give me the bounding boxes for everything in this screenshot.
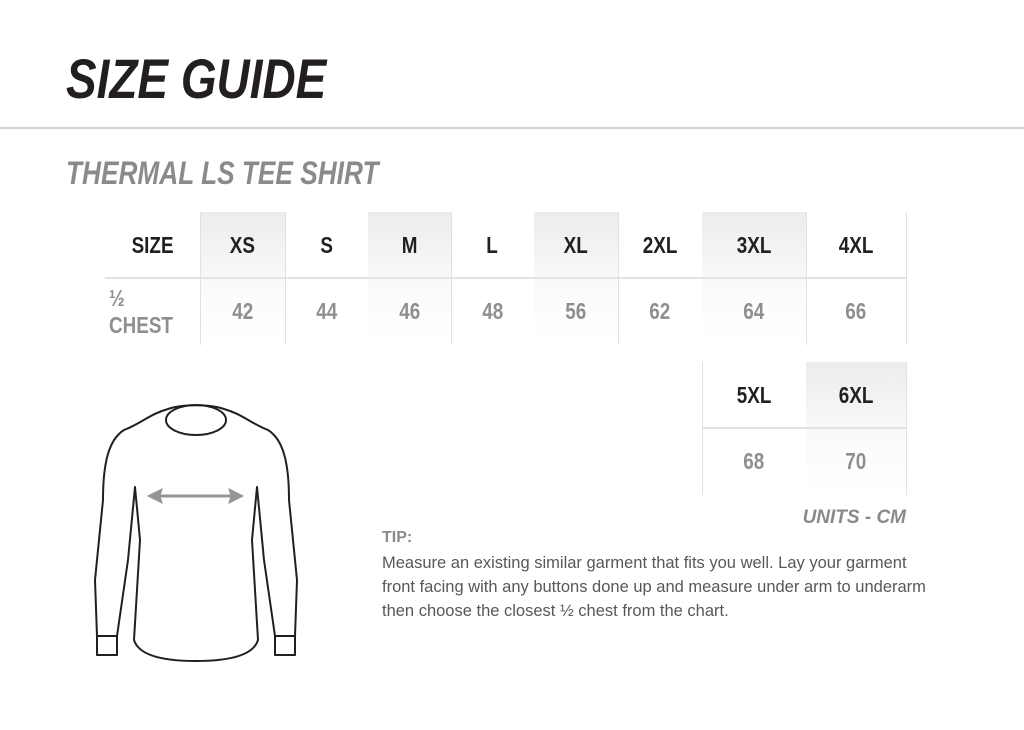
shirt-diagram-icon bbox=[0, 0, 400, 700]
size-row-label-text: SIZE bbox=[131, 231, 174, 258]
chest-value-text: 68 bbox=[743, 448, 765, 474]
chest-value-text: 46 bbox=[399, 298, 420, 324]
chest-value-text: 56 bbox=[565, 298, 587, 324]
size-header bbox=[702, 212, 806, 278]
size-header-text: 3XL bbox=[736, 231, 772, 258]
column-divider bbox=[906, 212, 907, 345]
size-header-text: XS bbox=[229, 231, 256, 258]
size-header bbox=[702, 362, 806, 428]
chest-value-text: 44 bbox=[316, 298, 337, 324]
size-header-text: XL bbox=[563, 231, 589, 258]
size-header-text: 4XL bbox=[838, 231, 874, 258]
chest-value bbox=[618, 278, 702, 345]
chest-value bbox=[702, 428, 806, 495]
chest-value-text: 62 bbox=[649, 298, 671, 324]
size-header bbox=[451, 212, 534, 278]
chest-value bbox=[285, 278, 368, 345]
size-header bbox=[806, 212, 906, 278]
tip-text: Measure an existing similar garment that fits you well. Lay your garment front facing with any buttons done up and measure under arm to underarm then choose the closest ½ chest from the chart. bbox=[382, 554, 926, 620]
size-row-label bbox=[105, 212, 200, 278]
units-label: UNITS - CM bbox=[802, 507, 906, 528]
chest-row-label-text: ½ CHEST bbox=[109, 284, 173, 338]
chest-value bbox=[702, 278, 806, 345]
size-header bbox=[285, 212, 368, 278]
size-header bbox=[806, 362, 906, 428]
row-divider bbox=[105, 277, 906, 279]
chest-value bbox=[806, 278, 906, 345]
size-header-text: 6XL bbox=[838, 381, 874, 408]
product-name: THERMAL LS TEE SHIRT bbox=[66, 155, 379, 191]
size-header bbox=[618, 212, 702, 278]
page-title: SIZE GUIDE bbox=[66, 47, 327, 110]
size-header-text: S bbox=[320, 231, 333, 258]
size-header bbox=[534, 212, 618, 278]
chest-value-text: 66 bbox=[845, 298, 867, 324]
size-header-text: L bbox=[486, 231, 499, 258]
size-header bbox=[368, 212, 451, 278]
size-header-text: 5XL bbox=[736, 381, 772, 408]
row-divider bbox=[702, 427, 906, 429]
chest-value bbox=[534, 278, 618, 345]
chest-value bbox=[806, 428, 906, 495]
column-divider bbox=[906, 362, 907, 495]
chest-value bbox=[451, 278, 534, 345]
chest-value-text: 42 bbox=[232, 298, 253, 324]
size-header-text: 2XL bbox=[642, 231, 678, 258]
chest-value-text: 48 bbox=[482, 298, 503, 324]
chest-value bbox=[200, 278, 285, 345]
chest-measure-arrow-icon bbox=[148, 489, 243, 503]
chest-value bbox=[368, 278, 451, 345]
size-header-text: M bbox=[401, 231, 418, 258]
tip-label: TIP: bbox=[382, 529, 413, 546]
chest-value-text: 70 bbox=[845, 448, 867, 474]
size-header bbox=[200, 212, 285, 278]
chest-row-label bbox=[100, 278, 200, 345]
chest-value-text: 64 bbox=[743, 298, 765, 324]
